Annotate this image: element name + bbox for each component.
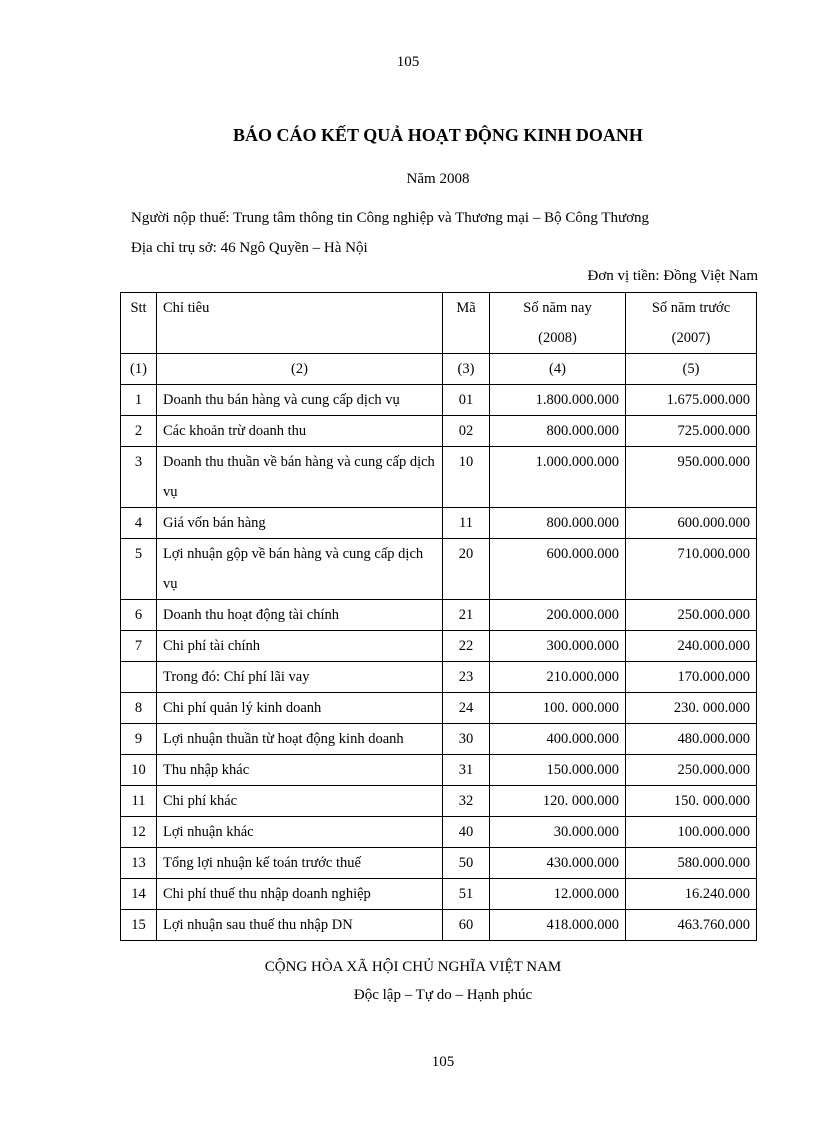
row-indicator: Tổng lợi nhuận kế toán trước thuế [157,848,443,879]
row-code: 51 [443,879,490,910]
currency-unit: Đơn vị tiền: Đồng Việt Nam [587,268,758,284]
table-header-row [121,293,757,354]
header-current-year-value: (2008) [538,330,577,346]
row-previous-year-value: 463.760.000 [626,910,757,941]
row-indicator: Thu nhập khác [157,755,443,786]
row-stt: 11 [121,786,157,817]
row-previous-year-value: 725.000.000 [626,416,757,447]
row-current-year-value: 120. 000.000 [490,786,626,817]
header-current-year [490,293,626,354]
row-indicator: Các khoản trừ doanh thu [157,416,443,447]
row-previous-year-value: 240.000.000 [626,631,757,662]
row-stt: 15 [121,910,157,941]
row-stt: 4 [121,508,157,539]
row-stt: 14 [121,879,157,910]
row-current-year-value: 1.800.000.000 [490,385,626,416]
table-row [121,879,757,910]
row-code: 22 [443,631,490,662]
table-row [121,755,757,786]
row-previous-year-value: 710.000.000 [626,539,757,600]
income-statement-table [120,292,757,941]
table-row [121,786,757,817]
row-current-year-value: 150.000.000 [490,755,626,786]
row-indicator: Chi phí thuế thu nhập doanh nghiệp [157,879,443,910]
row-stt: 8 [121,693,157,724]
row-code: 21 [443,600,490,631]
row-indicator: Trong đó: Chí phí lãi vay [157,662,443,693]
row-current-year-value: 12.000.000 [490,879,626,910]
header-previous-year-value: (2007) [671,330,711,346]
row-stt: 3 [121,447,157,508]
address-line: Địa chỉ trụ sở: 46 Ngô Quyền – Hà Nội [131,240,368,256]
row-stt: 1 [121,385,157,416]
index-col-1: (1) [121,354,157,385]
header-code: Mã [443,293,490,354]
row-previous-year-value: 600.000.000 [626,508,757,539]
header-previous-year [626,293,757,354]
row-previous-year-value: 250.000.000 [626,755,757,786]
row-indicator: Lợi nhuận sau thuế thu nhập DN [157,910,443,941]
row-previous-year-value: 950.000.000 [626,447,757,508]
row-indicator: Doanh thu hoạt động tài chính [157,600,443,631]
row-code: 23 [443,662,490,693]
row-code: 60 [443,910,490,941]
report-year: Năm 2008 [406,171,470,187]
table-row [121,724,757,755]
row-previous-year-value: 480.000.000 [626,724,757,755]
row-previous-year-value: 580.000.000 [626,848,757,879]
row-code: 24 [443,693,490,724]
row-previous-year-value: 1.675.000.000 [626,385,757,416]
row-indicator: Lợi nhuận khác [157,817,443,848]
row-stt: 12 [121,817,157,848]
row-current-year-value: 30.000.000 [490,817,626,848]
table-row [121,693,757,724]
row-code: 01 [443,385,490,416]
header-previous-year-label: Số năm trước [651,300,731,316]
index-col-4: (4) [490,354,626,385]
row-previous-year-value: 170.000.000 [626,662,757,693]
row-current-year-value: 210.000.000 [490,662,626,693]
table-index-row [121,354,757,385]
row-indicator: Lợi nhuận gộp về bán hàng và cung cấp dịch vụ [157,539,443,600]
row-stt: 2 [121,416,157,447]
row-stt: 13 [121,848,157,879]
table-row [121,600,757,631]
row-stt: 10 [121,755,157,786]
row-code: 20 [443,539,490,600]
row-code: 40 [443,817,490,848]
table-row [121,385,757,416]
row-current-year-value: 600.000.000 [490,539,626,600]
row-previous-year-value: 230. 000.000 [626,693,757,724]
row-indicator: Doanh thu bán hàng và cung cấp dịch vụ [157,385,443,416]
row-current-year-value: 418.000.000 [490,910,626,941]
row-current-year-value: 100. 000.000 [490,693,626,724]
table-row [121,447,757,508]
table-row [121,508,757,539]
table-row [121,848,757,879]
row-indicator: Chi phí quản lý kinh doanh [157,693,443,724]
row-indicator: Doanh thu thuần về bán hàng và cung cấp dịch vụ [157,447,443,508]
taxpayer-line: Người nộp thuế: Trung tâm thông tin Công nghiệp và Thương mại – Bộ Công Thương [131,210,650,226]
row-previous-year-value: 250.000.000 [626,600,757,631]
row-stt: 5 [121,539,157,600]
row-current-year-value: 1.000.000.000 [490,447,626,508]
page-number-top: 105 [396,54,420,70]
row-code: 30 [443,724,490,755]
table-row [121,416,757,447]
row-stt: 6 [121,600,157,631]
row-indicator: Chi phí tài chính [157,631,443,662]
row-stt: 9 [121,724,157,755]
row-current-year-value: 300.000.000 [490,631,626,662]
row-current-year-value: 800.000.000 [490,416,626,447]
row-stt [121,662,157,693]
row-code: 02 [443,416,490,447]
table-row [121,662,757,693]
index-col-2: (2) [157,354,443,385]
header-indicator: Chỉ tiêu [157,293,443,354]
row-current-year-value: 400.000.000 [490,724,626,755]
header-stt: Stt [121,293,157,354]
table-row [121,631,757,662]
table-row [121,910,757,941]
row-previous-year-value: 150. 000.000 [626,786,757,817]
row-code: 32 [443,786,490,817]
row-code: 31 [443,755,490,786]
row-code: 11 [443,508,490,539]
row-indicator: Giá vốn bán hàng [157,508,443,539]
row-current-year-value: 200.000.000 [490,600,626,631]
index-col-3: (3) [443,354,490,385]
row-current-year-value: 430.000.000 [490,848,626,879]
row-current-year-value: 800.000.000 [490,508,626,539]
row-code: 10 [443,447,490,508]
header-current-year-label: Số năm nay [523,300,592,316]
table-row [121,817,757,848]
row-code: 50 [443,848,490,879]
page-number-bottom: 105 [431,1054,455,1070]
index-col-5: (5) [626,354,757,385]
national-motto-line1: CỘNG HÒA XÃ HỘI CHỦ NGHĨA VIỆT NAM [264,959,562,975]
row-indicator: Lợi nhuận thuần từ hoạt động kinh doanh [157,724,443,755]
national-motto-line2: Độc lập – Tự do – Hạnh phúc [353,987,533,1003]
table-row [121,539,757,600]
row-previous-year-value: 16.240.000 [626,879,757,910]
row-indicator: Chi phí khác [157,786,443,817]
report-title: BÁO CÁO KẾT QUẢ HOẠT ĐỘNG KINH DOANH [233,125,643,145]
row-previous-year-value: 100.000.000 [626,817,757,848]
row-stt: 7 [121,631,157,662]
